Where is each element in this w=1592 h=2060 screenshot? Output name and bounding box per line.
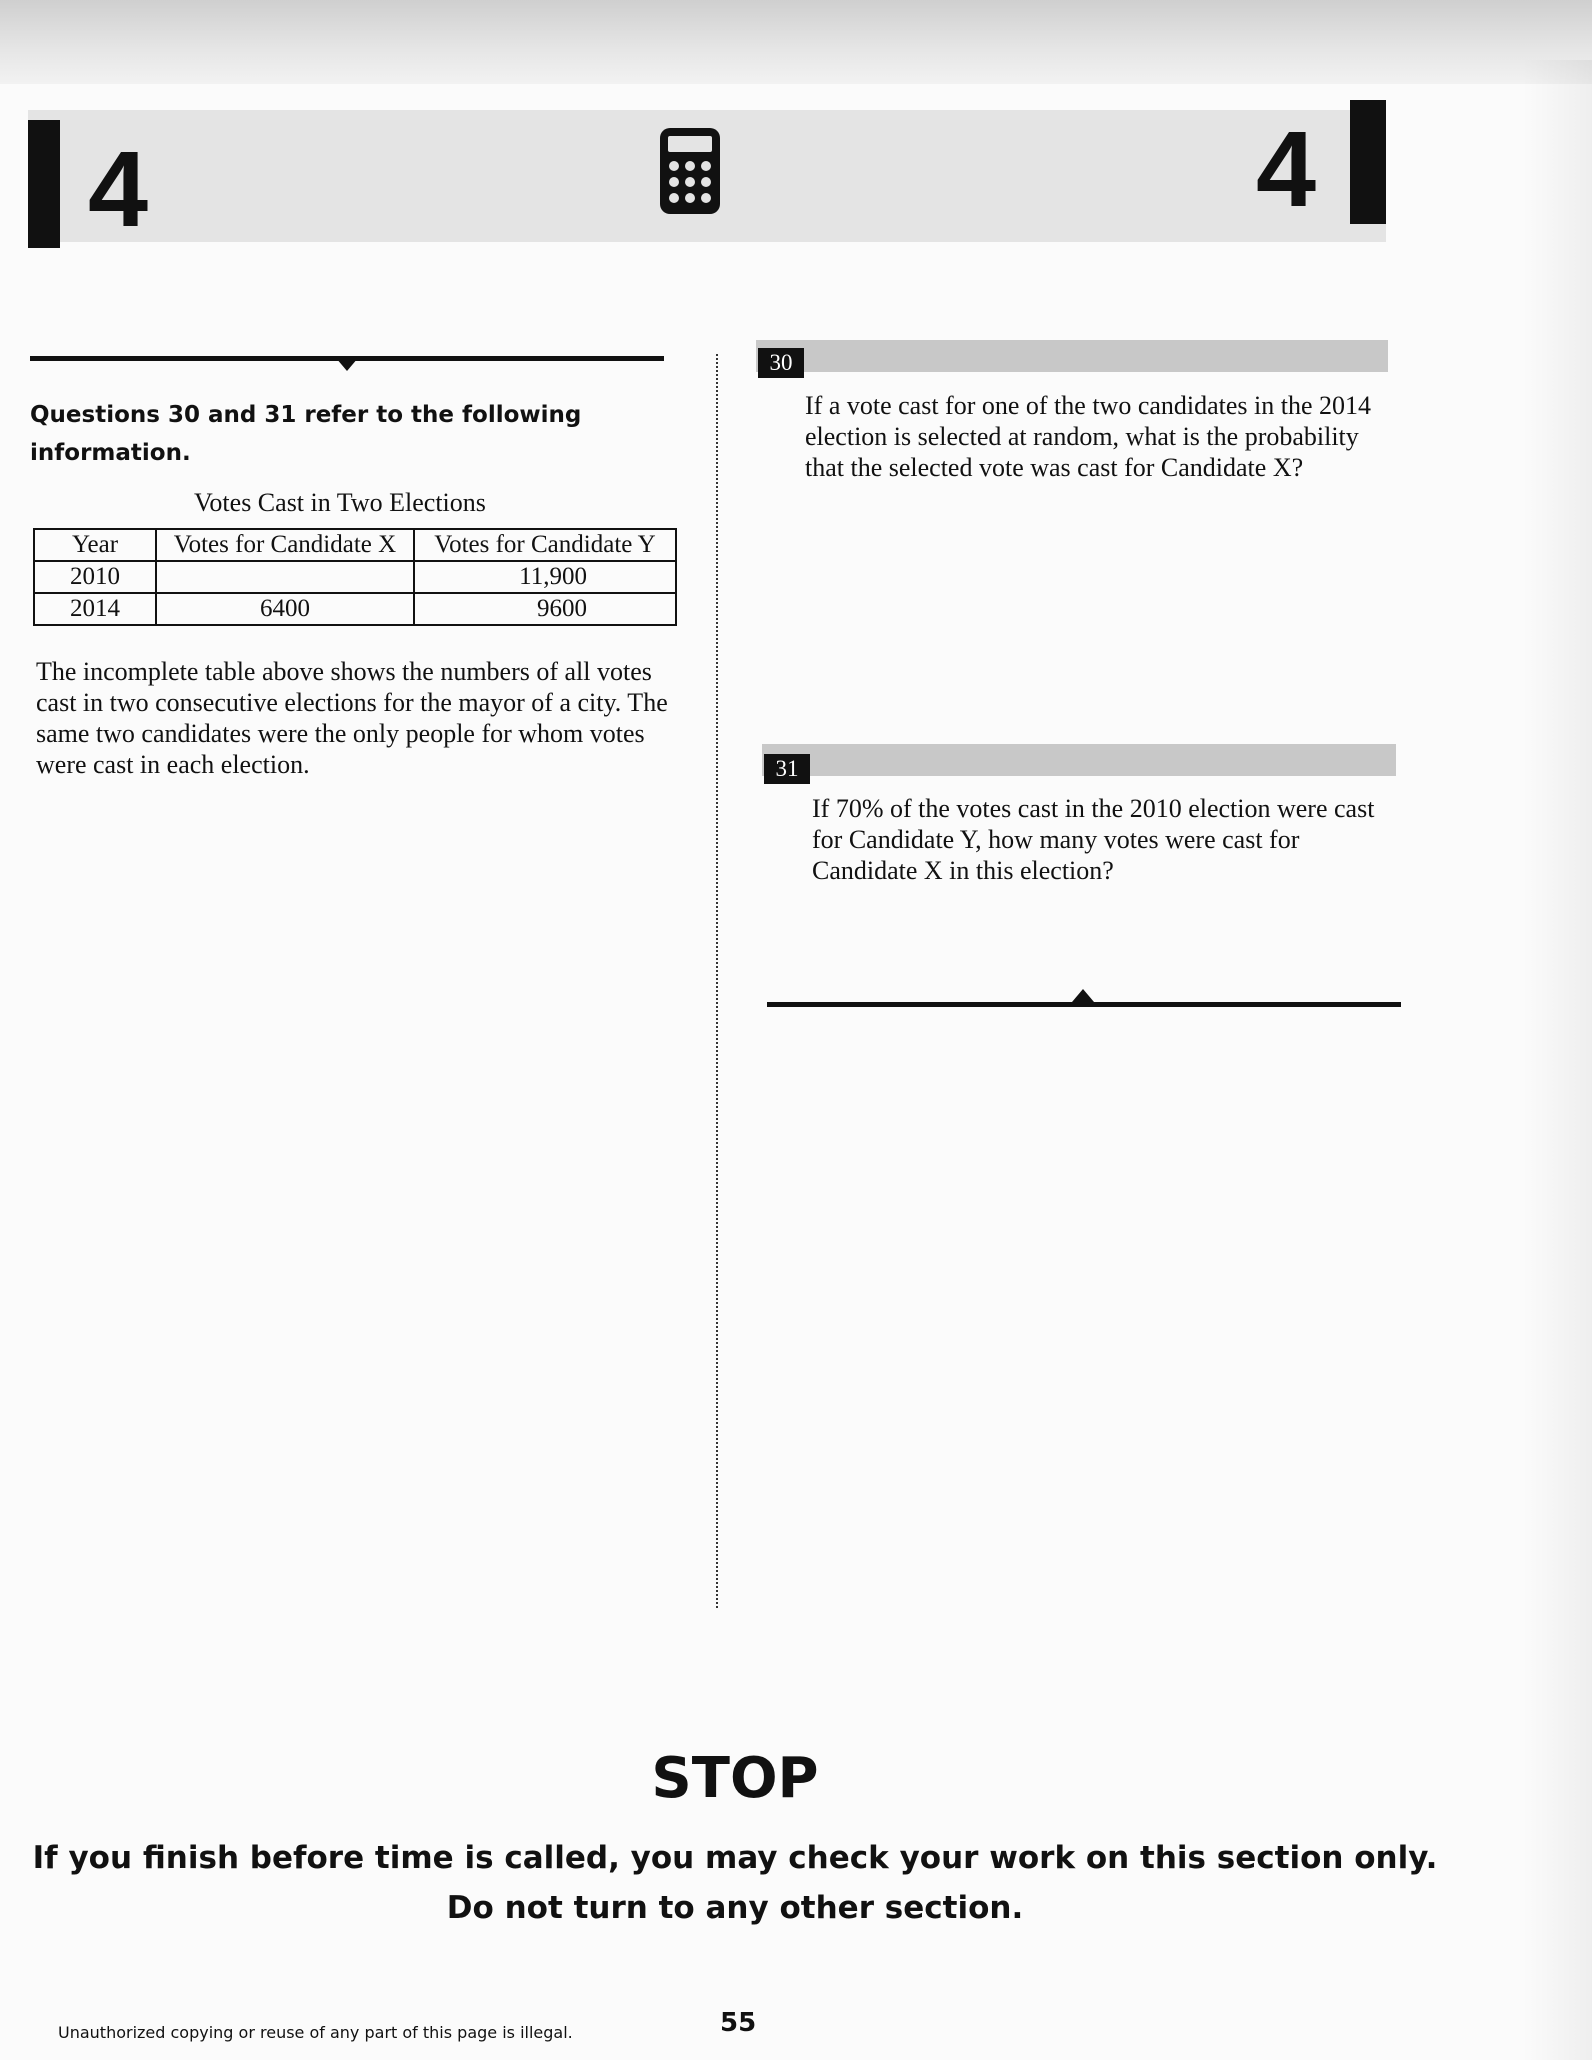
table-row	[34, 593, 676, 625]
stop-instruction-1: If you finish before time is called, you may check your work on this section only.	[32, 1840, 1438, 1876]
question-30-number: 30	[758, 348, 804, 378]
end-rule	[767, 1002, 1401, 1007]
table-cell: 11,900	[414, 561, 676, 593]
up-arrow-icon	[1072, 989, 1094, 1002]
calculator-icon	[658, 126, 722, 216]
copyright-notice: Unauthorized copying or reuse of any part of this page is illegal.	[58, 2023, 573, 2042]
question-30-text: If a vote cast for one of the two candidates in the 2014 election is selected at random, what is the probability that the selected vote was cast for Candidate X?	[805, 391, 1372, 482]
table-cell	[156, 561, 414, 593]
down-arrow-icon	[336, 358, 358, 371]
table-header-row	[34, 529, 676, 561]
table-cell: 2014	[34, 593, 156, 625]
table-cell: 2010	[34, 561, 156, 593]
table-row	[34, 561, 676, 593]
column-divider	[716, 354, 718, 1608]
section-number-left: 4	[88, 128, 149, 249]
votes-table	[33, 528, 677, 626]
table-header-cell: Votes for Candidate X	[156, 529, 414, 561]
table-header-cell: Year	[34, 529, 156, 561]
table-description: The incomplete table above shows the numbers of all votes cast in two consecutive elections for the mayor of a city. The same two candidates were the only people for whom votes were cast in each election.	[36, 657, 668, 779]
stop-instruction-2: Do not turn to any other section.	[446, 1890, 1024, 1926]
section-number-right: 4	[1256, 108, 1317, 229]
table-header-cell: Votes for Candidate Y	[414, 529, 676, 561]
question-31-text: If 70% of the votes cast in the 2010 election were cast for Candidate Y, how many votes were cast for Candidate X in this election?	[812, 794, 1375, 885]
table-cell: 6400	[156, 593, 414, 625]
section-marker-bar-right	[1350, 100, 1386, 224]
section-marker-bar-left	[28, 120, 60, 248]
question-31-number: 31	[764, 754, 810, 784]
scan-top-shadow	[0, 0, 1592, 84]
questions-intro: Questions 30 and 31 refer to the following information.	[30, 402, 582, 466]
stop-heading: STOP	[651, 1746, 819, 1811]
scan-page-edge	[1522, 60, 1592, 2060]
table-cell: 9600	[414, 593, 676, 625]
question-30-band	[756, 340, 1388, 372]
page-number: 55	[720, 2008, 757, 2038]
question-31-band	[762, 744, 1396, 776]
table-title: Votes Cast in Two Elections	[194, 488, 486, 517]
